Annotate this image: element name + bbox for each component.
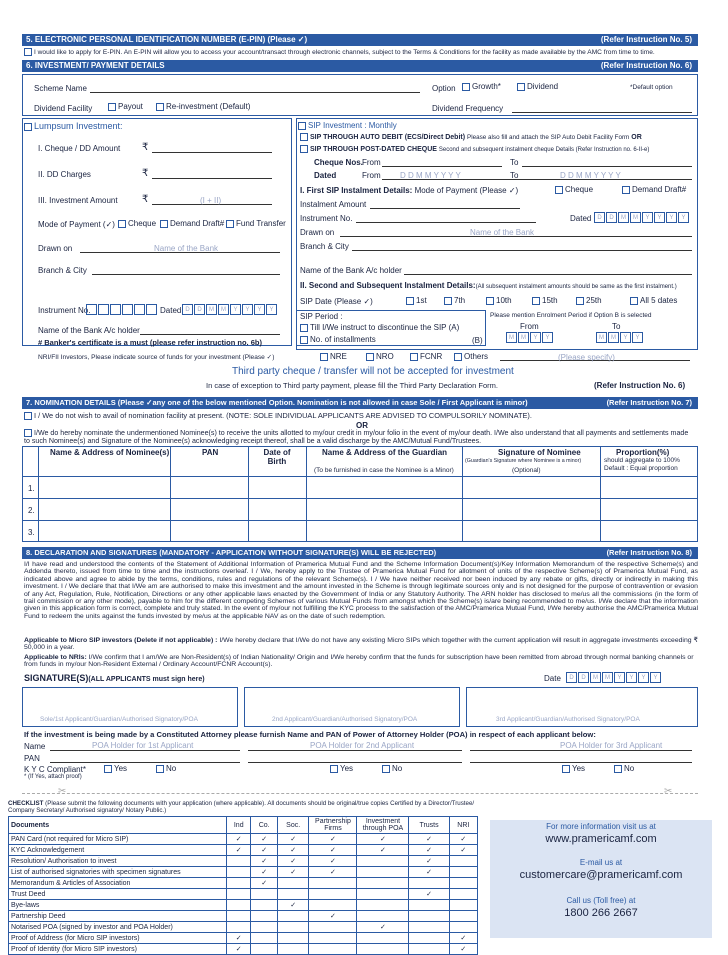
nom-h-optional: (Optional) bbox=[512, 467, 541, 474]
checklist-mark bbox=[227, 878, 251, 889]
checklist-mark: ✓ bbox=[309, 845, 357, 856]
sig-hint-1: Sole/1st Applicant/Guardian/Authorised Signatory/POA bbox=[40, 716, 198, 723]
checklist-doc: Bye-laws bbox=[9, 900, 227, 911]
specify-hint: (Please specify) bbox=[558, 353, 615, 362]
signature-heading: SIGNATURE(S)(ALL APPLICANTS must sign here) bbox=[24, 673, 205, 683]
checklist-doc: Memorandum & Articles of Association bbox=[9, 878, 227, 889]
checklist-mark bbox=[277, 889, 309, 900]
checklist-mark bbox=[449, 878, 477, 889]
checklist-mark bbox=[409, 900, 449, 911]
cheque-to-label: To bbox=[510, 158, 519, 167]
poa-hint-3: POA Holder for 3rd Applicant bbox=[560, 741, 663, 750]
checklist-mark bbox=[309, 900, 357, 911]
poa-pan-2[interactable] bbox=[248, 762, 462, 763]
checklist-mark bbox=[309, 922, 357, 933]
bank-holder-input[interactable] bbox=[140, 334, 280, 335]
checklist-doc: Partnership Deed bbox=[9, 911, 227, 922]
kyc1-yes[interactable]: Yes bbox=[104, 764, 127, 773]
checklist-mark: ✓ bbox=[277, 845, 309, 856]
branch-input[interactable] bbox=[92, 274, 280, 275]
nom-h-sig-note: (Guardian's Signature where Nominee is a minor) bbox=[465, 458, 582, 464]
kyc2-yes[interactable]: Yes bbox=[330, 764, 353, 773]
checklist-mark bbox=[449, 911, 477, 922]
sip-all5[interactable]: All 5 dates bbox=[630, 296, 677, 305]
checklist-mark bbox=[449, 867, 477, 878]
poa-pan-label: PAN bbox=[24, 754, 40, 763]
checklist-row bbox=[9, 933, 478, 944]
sip-heading[interactable]: SIP Investment : Monthly bbox=[298, 121, 397, 130]
checklist-doc: Proof of Identity (for Micro SIP investors) bbox=[9, 944, 227, 955]
nom-or: OR bbox=[356, 421, 368, 430]
reinvest-opt[interactable]: Re-investment (Default) bbox=[156, 102, 250, 111]
checklist-mark: ✓ bbox=[251, 867, 277, 878]
checklist-mark: ✓ bbox=[449, 834, 477, 845]
bank-hint: Name of the Bank bbox=[154, 244, 219, 253]
nom-h-pan: PAN bbox=[202, 448, 219, 457]
checklist-mark: ✓ bbox=[309, 867, 357, 878]
poa-name-1[interactable] bbox=[50, 750, 240, 751]
checklist-mark: ✓ bbox=[409, 867, 449, 878]
dividend-opt[interactable]: Dividend bbox=[517, 82, 558, 91]
cheque-nos-label: Cheque Nos. bbox=[314, 158, 363, 167]
checklist-mark: ✓ bbox=[227, 845, 251, 856]
checklist-row bbox=[9, 900, 478, 911]
scheme-input[interactable] bbox=[90, 92, 420, 93]
nom-h-dob: Date of Birth bbox=[263, 448, 291, 466]
drawn-on-label: Drawn on bbox=[38, 244, 73, 253]
sip-d10[interactable]: 10th bbox=[486, 296, 512, 305]
i-plus-ii-hint: (I + II) bbox=[200, 196, 222, 205]
nom-h-name: Name & Address of Nominee(s) bbox=[50, 448, 170, 457]
scheme-label: Scheme Name bbox=[34, 84, 87, 93]
others-opt[interactable]: Others bbox=[454, 352, 488, 361]
checklist-mark: ✓ bbox=[277, 867, 309, 878]
no-inst-opt[interactable]: No. of installments bbox=[300, 335, 376, 344]
inst-amount-input[interactable] bbox=[370, 208, 520, 209]
nom-opt1[interactable]: I / We do not wish to avail of nomination facility at present. (NOTE: SOLE INDIVIDUAL APPLICANTS ARE ADVISED TO COMPULSORILY NOMINATE). bbox=[24, 411, 532, 420]
investment-amount-label: III. Investment Amount bbox=[38, 196, 118, 205]
checklist-row bbox=[9, 867, 478, 878]
checklist-doc: Proof of Address (for Micro SIP investors) bbox=[9, 933, 227, 944]
checklist-doc: Resolution/ Authorisation to invest bbox=[9, 856, 227, 867]
nom-row-2: 2. bbox=[28, 506, 35, 515]
checklist-mark: ✓ bbox=[357, 845, 409, 856]
sip-pdc[interactable]: SIP THROUGH POST-DATED CHEQUE Second and subsequent instalment cheque Details (Refer Instruction no. 6-II-e) bbox=[300, 145, 649, 153]
checklist-mark: ✓ bbox=[309, 911, 357, 922]
section-8-header bbox=[22, 547, 698, 559]
checklist-intro: CHECKLIST (Please submit the following documents with your application (where applicable). All documents should be original/true copies Certified by a Director/Trustee/ Company Secretary/ Authorised signatory/ Notary Public.) bbox=[8, 800, 475, 814]
checklist-mark: ✓ bbox=[251, 878, 277, 889]
nom-h-sig: Signature of Nominee bbox=[498, 448, 581, 457]
checklist-mark bbox=[409, 944, 449, 955]
dated-to-label: To bbox=[510, 171, 519, 180]
enrol-from: From bbox=[520, 322, 539, 331]
checklist-mark: ✓ bbox=[251, 845, 277, 856]
s6-title: 6. INVESTMENT/ PAYMENT DETAILS bbox=[26, 61, 165, 70]
checklist-mark bbox=[277, 911, 309, 922]
rupee-1: ₹ bbox=[142, 142, 149, 153]
kyc3-no[interactable]: No bbox=[614, 764, 634, 773]
sig-date-grid[interactable]: D D M M Y Y Y Y bbox=[566, 672, 662, 683]
cheque-amount-label: I. Cheque / DD Amount bbox=[38, 144, 121, 153]
poa-name-2[interactable] bbox=[248, 750, 462, 751]
nom-opt2[interactable]: I/We do hereby nominate the undermentioned Nominee(s) to receive the units allotted to my/our credit in my/our folio in the event of my/our death. I/We also understand that all payments and settlements made to such Nominee(s) and Signature of the Nominee(s) acknowledging receipt thereof, shall be a valid discharge by the AMC/Mutual Fund/Trustees. bbox=[24, 429, 689, 446]
sip-drawn-label: Drawn on bbox=[300, 228, 335, 237]
checklist-mark bbox=[357, 944, 409, 955]
checklist-mark bbox=[227, 911, 251, 922]
checklist-mark: ✓ bbox=[409, 845, 449, 856]
phone-number[interactable]: 1800 266 2667 bbox=[564, 907, 638, 919]
checklist-mark bbox=[277, 933, 309, 944]
nom-h-prop2: should aggregate to 100% bbox=[604, 457, 680, 464]
checklist-mark bbox=[277, 944, 309, 955]
checklist-row bbox=[9, 845, 478, 856]
s7-title: 7. NOMINATION DETAILS (Please ✓any one of the below mentioned Option. Nomination is not allowed in case Sole / First Applicant is minor) bbox=[26, 398, 528, 407]
third-party-warning: Third party cheque / transfer will not be accepted for investment bbox=[232, 366, 514, 377]
inst-amount-label: Instalment Amount bbox=[300, 200, 367, 209]
section-7-header bbox=[22, 397, 698, 409]
nominee-table bbox=[22, 446, 698, 542]
kyc-label: K Y C Compliant* bbox=[24, 765, 86, 774]
checklist-mark: ✓ bbox=[277, 834, 309, 845]
dated-from-label: From bbox=[362, 171, 381, 180]
checklist-mark bbox=[449, 922, 477, 933]
sig-hint-3: 3rd Applicant/Guardian/Authorised Signatory/POA bbox=[496, 716, 640, 723]
checklist-mark bbox=[357, 856, 409, 867]
sip-d1[interactable]: 1st bbox=[406, 296, 427, 305]
first-inst-row: I. First SIP Instalment Details: Mode of Payment (Please ✓) bbox=[300, 186, 519, 195]
nom-h-prop3: Default : Equal proportion bbox=[604, 465, 678, 472]
enrol-to-grid[interactable]: M M Y Y bbox=[596, 332, 644, 343]
third-party-note: In case of exception to Third party payment, please fill the Third Party Declaration Form. bbox=[206, 381, 498, 390]
checklist-mark: ✓ bbox=[277, 856, 309, 867]
checklist-mark bbox=[357, 933, 409, 944]
cheque-amount-input[interactable] bbox=[152, 152, 272, 153]
dd-charges-input[interactable] bbox=[152, 178, 272, 179]
scissors-icon-left: ✂ bbox=[58, 786, 67, 797]
scissors-icon-right: ✂ bbox=[664, 786, 673, 797]
kyc-note: * (If Yes, attach proof) bbox=[24, 774, 82, 780]
checklist-mark bbox=[277, 922, 309, 933]
checklist-mark bbox=[357, 900, 409, 911]
checklist-row bbox=[9, 889, 478, 900]
checklist-mark: ✓ bbox=[277, 900, 309, 911]
checklist-mark bbox=[251, 944, 277, 955]
checklist-mark: ✓ bbox=[409, 856, 449, 867]
email-label: E-mail us at bbox=[579, 858, 623, 867]
enrol-period-label: Please mention Enrolment Period if Option B is selected bbox=[490, 312, 652, 319]
kyc2-no[interactable]: No bbox=[382, 764, 402, 773]
checklist-mark bbox=[357, 867, 409, 878]
checklist-mark bbox=[309, 878, 357, 889]
poa-hint-1: POA Holder for 1st Applicant bbox=[92, 741, 194, 750]
checklist-mark: ✓ bbox=[227, 834, 251, 845]
s8-title: 8. DECLARATION AND SIGNATURES (MANDATORY - APPLICATION WITHOUT SIGNATURE(S) WILL BE REJECTED) bbox=[26, 548, 437, 557]
nom-row-3: 3. bbox=[28, 528, 35, 537]
instrument-no-grid[interactable] bbox=[86, 304, 158, 315]
dated-to-hint: D D M M Y Y Y Y bbox=[560, 171, 621, 180]
checklist-mark bbox=[251, 911, 277, 922]
checklist-mark: ✓ bbox=[357, 922, 409, 933]
section-5-header bbox=[22, 34, 698, 46]
sip-bank-holder-input[interactable] bbox=[404, 274, 692, 275]
call-label: Call us (Toll free) at bbox=[566, 896, 636, 905]
declaration-text: I/I have read and understood the contents of the Statement of Additional Information of Pramerica Mutual Fund and the Scheme Information Document(s)/Key Information Memorandum of the respective Scheme(s) and Addenda thereto, issued from time to time and the instructions overleaf. I / We, hereby apply to the Trustee of Pramerica Mutual Fund for allotment of units of the respective Scheme(s) of Pramerica Mutual Fund, as indicated above and agree to abide by the terms, conditions, rules and regulations of the relevant Scheme(s). I / We have neither received nor been induced by any rebate or gifts, directly or indirectly in making this investment. I / We declare that that I/We am are authorised to make this investment and the amount invested in the Scheme is through legitimate sources only and is not designed for the purpose of contravention or evasion of any Act, Regulation, Rule, Notification, Directions or any other applicable laws enacted by the Government of India or any Statutory Authority. The ARN holder has disclosed to me/us all the commissions (in the form of trail commission or any other mode), payable to him for the different competing Schemes of various Mutual Funds from amongst which the Scheme(s) is/are being recommended to me/us. I/We declare that the information given in this application form is correct, complete and truly stated. In the event of my/our not fulfilling the KYC process to the satisfaction of the AMC/Pramerica Mutual Fund, I/We hereby authorise the AMC/Pramerica Mutual Fund to redeem the units against the funds invested by me/us at the applicable NAV as on the date of such redemption. bbox=[24, 561, 698, 620]
s7-ref: (Refer Instruction No. 7) bbox=[606, 398, 692, 407]
option-b: (B) bbox=[472, 336, 483, 345]
cheque-to-input[interactable] bbox=[522, 166, 692, 167]
sip-instrument-input[interactable] bbox=[356, 222, 536, 223]
checklist-doc: Notarised POA (signed by investor and POA Holder) bbox=[9, 922, 227, 933]
option-label: Option bbox=[432, 84, 456, 93]
checklist-mark bbox=[227, 856, 251, 867]
fcnr-opt[interactable]: FCNR bbox=[410, 352, 442, 361]
default-option-note: *Default option bbox=[630, 84, 673, 91]
poa-hint-2: POA Holder for 2nd Applicant bbox=[310, 741, 415, 750]
sip-d7[interactable]: 7th bbox=[444, 296, 465, 305]
second-inst-row: II. Second and Subsequent Instalment Details:(All subsequent instalment amounts should be same as the first instalment.) bbox=[300, 281, 677, 290]
checklist-mark bbox=[409, 911, 449, 922]
cheque-from-label: From bbox=[362, 158, 381, 167]
checklist-mark bbox=[449, 889, 477, 900]
checklist-mark: ✓ bbox=[309, 834, 357, 845]
checklist-mark bbox=[409, 878, 449, 889]
sig-date-label: Date bbox=[544, 674, 561, 683]
checklist-doc: Trust Deed bbox=[9, 889, 227, 900]
lumpsum-date-grid[interactable]: D D M M Y Y Y Y bbox=[182, 304, 278, 315]
s5-ref: (Refer Instruction No. 5) bbox=[600, 35, 692, 44]
checklist-mark bbox=[251, 933, 277, 944]
sip-d25[interactable]: 25th bbox=[576, 296, 602, 305]
visit-label: For more information visit us at bbox=[546, 822, 656, 831]
checklist-mark bbox=[357, 911, 409, 922]
checklist-mark bbox=[309, 889, 357, 900]
checklist-mark: ✓ bbox=[409, 889, 449, 900]
sip-date-grid[interactable]: D D M M Y Y Y Y bbox=[594, 212, 690, 223]
nom-h-guardian: Name & Address of the Guardian bbox=[322, 448, 448, 457]
checklist-row bbox=[9, 878, 478, 889]
dated-from-hint: D D M M Y Y Y Y bbox=[400, 171, 461, 180]
email-link[interactable]: customercare@pramericamf.com bbox=[519, 869, 683, 881]
sip-branch-input[interactable] bbox=[352, 250, 692, 251]
section-6-header bbox=[22, 60, 698, 72]
checklist-mark: ✓ bbox=[251, 834, 277, 845]
sip-instrument-label: Instrument No. bbox=[300, 214, 353, 223]
poa-note: If the investment is being made by a Constituted Attorney please furnish Name and PAN of Power of Attorney Holder (POA) in respect of each applicant below: bbox=[24, 730, 596, 739]
checklist-mark bbox=[251, 900, 277, 911]
kyc3-yes[interactable]: Yes bbox=[562, 764, 585, 773]
checklist-table: Documents Ind Co. Soc. Partnership Firms Investment through POA Trusts NRI PAN Card (not required for Micro SIP) ✓ ✓ ✓ ✓ ✓ ✓ ✓ KYC Acknowledgement ✓ ✓ ✓ ✓ ✓ ✓ ✓ Resolution/ Authorisation to invest ✓ ✓ ✓ ✓ List of authorised signatories with specimen signatures ✓ ✓ ✓ ✓ Memorandum & Articles of Association ✓ Trust Deed ✓ Bye-laws ✓ Partnership Deed ✓ Notarised POA (signed by investor and POA Holder) ✓ Proof of Address (for Micro SIP investors) ✓ ✓ Proof of Identity (for Micro SIP investors) ✓ ✓ bbox=[8, 816, 478, 955]
checklist-row bbox=[9, 834, 478, 845]
epin-checkbox[interactable] bbox=[24, 48, 32, 56]
checklist-mark bbox=[449, 900, 477, 911]
rupee-3: ₹ bbox=[142, 194, 149, 205]
s5-title: 5. ELECTRONIC PERSONAL IDENTIFICATION NUMBER (E-PIN) bbox=[26, 35, 266, 44]
checklist-mark bbox=[309, 944, 357, 955]
kyc1-no[interactable]: No bbox=[156, 764, 176, 773]
sip-bank-hint: Name of the Bank bbox=[470, 228, 535, 237]
dividend-frequency-label: Dividend Frequency bbox=[432, 104, 504, 113]
micro-sip-decl: Applicable to Micro SIP investors (Delete if not applicable) : I/We hereby declare that I/We do not have any existing Micro SIPs which together with the current application will result in aggregate investments exceeding ₹ 50,000 in a year. bbox=[24, 637, 698, 652]
s6-ref: (Refer Instruction No. 6) bbox=[600, 61, 692, 70]
checklist-mark bbox=[227, 900, 251, 911]
sip-bank-holder-label: Name of the Bank A/c holder bbox=[300, 266, 402, 275]
poa-name-label: Name bbox=[24, 742, 46, 751]
sip-auto-debit[interactable]: SIP THROUGH AUTO DEBIT (ECS/Direct Debit) Please also fill and attach the SIP Auto Debit Facility Form OR bbox=[300, 133, 642, 141]
enrol-to: To bbox=[612, 322, 621, 331]
checklist-mark: ✓ bbox=[409, 834, 449, 845]
growth-opt[interactable]: Growth* bbox=[462, 82, 501, 91]
checklist-mark bbox=[449, 856, 477, 867]
checklist-mark bbox=[227, 889, 251, 900]
nom-row-1: 1. bbox=[28, 484, 35, 493]
checklist-mark bbox=[357, 878, 409, 889]
checklist-mark bbox=[357, 889, 409, 900]
checklist-doc: List of authorised signatories with specimen signatures bbox=[9, 867, 227, 878]
checklist-mark: ✓ bbox=[227, 933, 251, 944]
enrol-from-grid[interactable]: M M Y Y bbox=[506, 332, 554, 343]
sip-d15[interactable]: 15th bbox=[532, 296, 558, 305]
checklist-row bbox=[9, 911, 478, 922]
s8-ref: (Refer Instruction No. 8) bbox=[606, 548, 692, 557]
instrument-no-label: Instrument No. bbox=[38, 306, 91, 315]
sip-dd-opt[interactable]: Demand Draft# bbox=[622, 185, 686, 194]
checklist-mark bbox=[277, 878, 309, 889]
dated-line[interactable] bbox=[382, 179, 692, 180]
checklist-mark: ✓ bbox=[309, 856, 357, 867]
nre-opt[interactable]: NRE bbox=[320, 352, 347, 361]
dated-label: Dated bbox=[160, 306, 182, 315]
rupee-2: ₹ bbox=[142, 168, 149, 179]
epin-text: I would like to apply for E-PIN. An E-PIN will allow you to access your account/transact through electronic channels, subject to the Terms & Conditions for the facility as made available by the AMC from time to time. bbox=[34, 48, 655, 56]
lumpsum-heading[interactable]: Lumpsum Investment: bbox=[24, 121, 123, 131]
checklist-mark bbox=[227, 867, 251, 878]
checklist-row bbox=[9, 856, 478, 867]
sip-cheque-opt[interactable]: Cheque bbox=[555, 185, 593, 194]
sip-period-label: SIP Period : bbox=[300, 312, 343, 321]
sig-hint-2: 2nd Applicant/Guardian/Authorised Signatory/POA bbox=[272, 716, 418, 723]
poa-pan-3[interactable] bbox=[470, 762, 692, 763]
checklist-doc: KYC Acknowledgement bbox=[9, 845, 227, 856]
mode-payment-label: Mode of Payment (✓) bbox=[38, 220, 115, 229]
checklist-mark: ✓ bbox=[251, 856, 277, 867]
checklist-row bbox=[9, 944, 478, 955]
cheque-opt[interactable]: Cheque bbox=[118, 219, 156, 228]
dd-opt[interactable]: Demand Draft# bbox=[160, 219, 224, 228]
epin-row bbox=[24, 48, 655, 56]
poa-name-3[interactable] bbox=[470, 750, 692, 751]
nom-h-guardian-note: (To be furnished in case the Nominee is a Minor) bbox=[314, 467, 454, 474]
nom-h-prop: Proportion(%) bbox=[616, 448, 670, 457]
dividend-facility-label: Dividend Facility bbox=[34, 104, 93, 113]
poa-pan-1[interactable] bbox=[50, 762, 240, 763]
nri-decl: Applicable to NRIs: I/We confirm that I am/We are Non-Resident(s) of Indian Nationality/ Origin and I/We hereby confirm that the funds for subscription have been remitted from abroad through normal banking channels or from funds in my/our Non-Resident External / Ordinary Account/FCNR Account(s). bbox=[24, 654, 694, 669]
nro-opt[interactable]: NRO bbox=[366, 352, 394, 361]
cut-line bbox=[22, 793, 698, 794]
checklist-mark: ✓ bbox=[449, 933, 477, 944]
sip-dated-label: Dated bbox=[314, 171, 337, 180]
checklist-mark bbox=[251, 889, 277, 900]
s5-please: (Please ✓) bbox=[267, 35, 308, 44]
checklist-mark bbox=[251, 922, 277, 933]
nri-source-label: NRI/FII Investors, Please indicate source of funds for your investment (Please ✓) bbox=[38, 354, 275, 361]
checklist-mark: ✓ bbox=[227, 944, 251, 955]
dividend-frequency-input[interactable] bbox=[512, 112, 692, 113]
sip-branch-label: Branch & City bbox=[300, 242, 349, 251]
checklist-mark: ✓ bbox=[449, 944, 477, 955]
contact-box bbox=[490, 820, 712, 938]
checklist-row bbox=[9, 922, 478, 933]
checklist-mark bbox=[409, 922, 449, 933]
s6-ref2: (Refer Instruction No. 6) bbox=[594, 381, 686, 390]
bankers-cert-note: # Banker's certificate is a must (please refer instruction no. 6b) bbox=[38, 338, 262, 347]
till-opt[interactable]: Till I/We instruct to discontinue the SIP (A) bbox=[300, 323, 459, 332]
bank-holder-label: Name of the Bank A/c holder bbox=[38, 326, 140, 335]
cheque-from-input[interactable] bbox=[382, 166, 502, 167]
checklist-doc: PAN Card (not required for Micro SIP) bbox=[9, 834, 227, 845]
branch-label: Branch & City bbox=[38, 266, 87, 275]
sip-date-label: SIP Date (Please ✓) bbox=[300, 297, 373, 306]
payout-opt[interactable]: Payout bbox=[108, 102, 143, 111]
checklist-mark bbox=[309, 933, 357, 944]
checklist-mark: ✓ bbox=[449, 845, 477, 856]
checklist-mark bbox=[227, 922, 251, 933]
sip-dated-label2: Dated bbox=[570, 214, 592, 223]
website-link[interactable]: www.pramericamf.com bbox=[545, 833, 657, 845]
checklist-mark: ✓ bbox=[357, 834, 409, 845]
checklist-mark bbox=[409, 933, 449, 944]
dd-charges-label: II. DD Charges bbox=[38, 170, 91, 179]
fund-transfer-opt[interactable]: Fund Transfer bbox=[226, 219, 286, 228]
